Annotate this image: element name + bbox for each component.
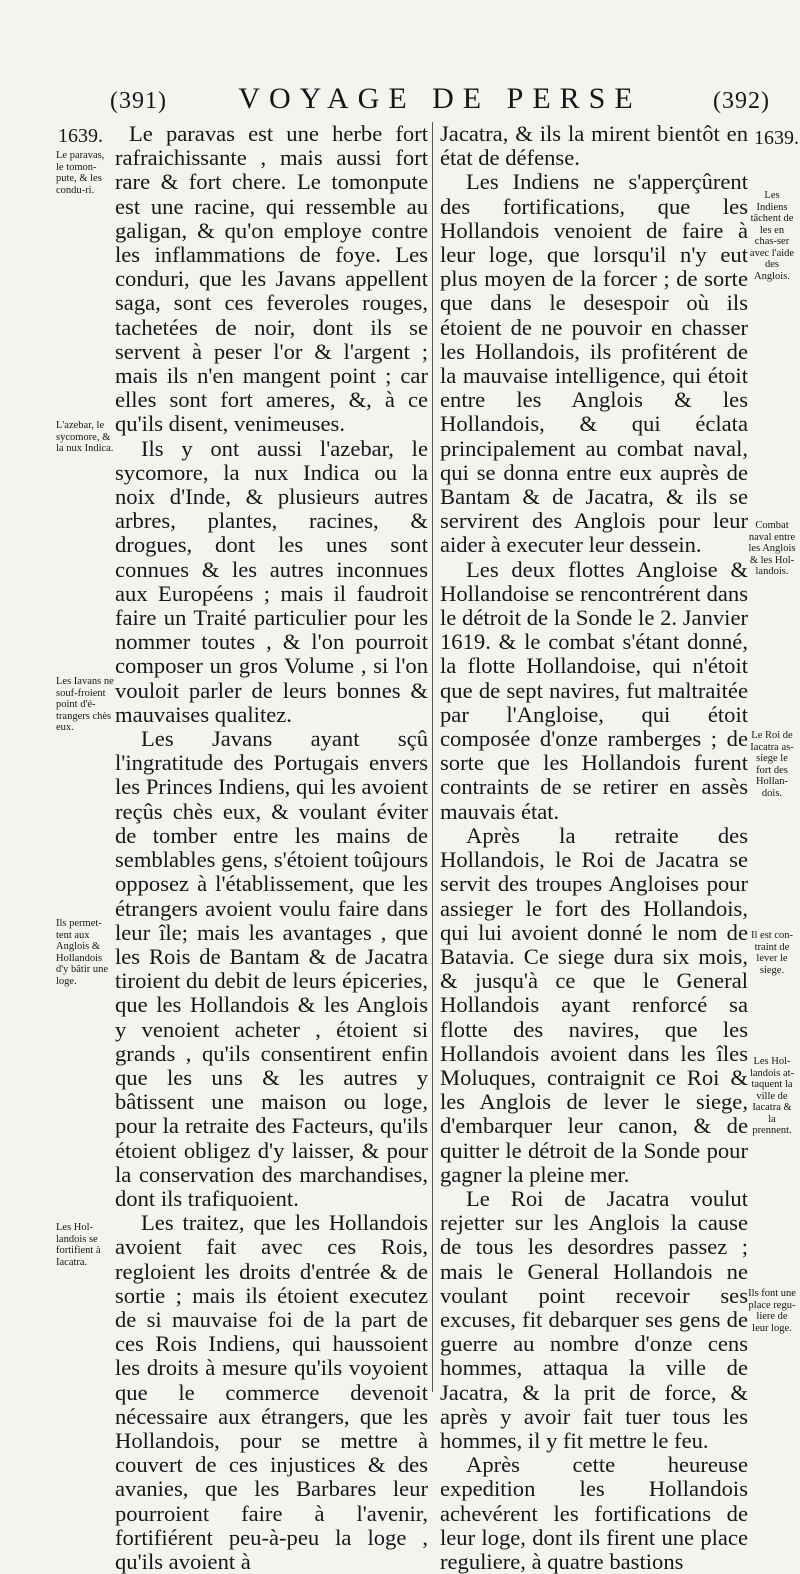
paragraph: Les Javans ayant sçû l'ingratitude des Portugais envers les Princes Indiens, qui les avoient reçûs chès eux, & voulant éviter de tomber entre les mains de semblables gens, s'étoient toûjours opposez à l'établissement, que les étrangers avoient voulu faire dans leur île; mais les avantages , que les Rois de Bantam & de Jacatra tiroient du debit de leurs épiceries, que les Hollandois & les Anglois y venoient acheter , étoient si grands , qu'ils consentirent enfin que les uns & les autres y bâtissent une maison ou loge, pour la retraite des Facteurs, qu'ils étoient obligez d'y laisser, & pour la conservation des marchandises, dont ils trafiquoient. bbox=[115, 726, 428, 1211]
paragraph: Le paravas est une herbe fort rafraichissante , mais aussi fort rare & fort chere. Le tomonpute est une racine, qui ressemble au galigan, & qu'on employe contre les inflammations de foye. Les conduri, que les Javans appellent saga, sont ces feveroles rouges, tachetées de noir, dont ils se servent à peser l'or & l'argent ; mais ils n'en mangent point ; car elles sont fort ameres, &, à ce qu'ils disent, venimeuses. bbox=[115, 121, 428, 437]
paragraph: Les deux flottes Angloise & Hollandoise se rencontrérent dans le détroit de la Sonde le 2. Janvier 1619. & le combat s'étant donné, la flotte Hollandoise, qui n'étoit que de sept navires, fut maltraitée par l'Angloise, qui étoit composée d'onze ramberges ; de sorte que les Hollandois furent contraints de se retirer en assès mauvais état. bbox=[440, 556, 748, 824]
paragraph: Les traitez, que les Hollandois avoient fait avec ces Rois, regloient les droits d'entrée & de sortie ; mais ils étoient executez de si mauvaise foi de la part de ces Rois Indiens, qui haussoient les droits à mesure qu'ils voyoient que le commerce devenoit nécessaire aux étrangers, que les Hollandois, pour se mettre à couvert de ces injustices & des avanies, que les Barbares leur pourroient faire à l'avenir, fortifiérent peu-à-peu la loge , qu'ils avoient à bbox=[115, 1210, 428, 1574]
margin-note: Les Iavans ne souf-froient point d'é-trangers chès eux. bbox=[56, 676, 114, 733]
paragraph: Jacatra, & ils la mirent bientôt en état de défense. bbox=[440, 121, 748, 171]
margin-note: Le paravas, le tomon-pute, & les condu-ri. bbox=[56, 150, 105, 196]
page-number-right: (392) bbox=[713, 88, 770, 114]
paragraph: Après cette heureuse expedition les Hollandois achevérent les fortifications de leur loge, dont ils firent une place reguliere, à quatre bastions bbox=[440, 1452, 748, 1574]
paragraph: Les Indiens ne s'apperçûrent des fortifications, que les Hollandois venoient de faire à leur loge, que lorsqu'il n'y eut plus moyen de la forcer ; de sorte que dans le desespoir où ils étoient de ne pouvoir en chasser les Hollandois, ils profitérent de la mauvaise intelligence, qui étoit entre les Anglois & les Hollandois, & qui éclata principalement au combat naval, qui se donna entre eux auprès de Bantam & de Jacatra, & ils se servirent des Anglois pour leur aider à executer leur dessein. bbox=[440, 169, 748, 558]
margin-note: Combat naval entre les Anglois & les Hol-landois. bbox=[748, 520, 796, 577]
margin-note: Les Hol-landois se fortifient à Iacatra. bbox=[56, 1222, 101, 1268]
year-margin-left: 1639. bbox=[58, 125, 103, 147]
margin-note: Les Hol-landois at-taquent la ville de Iacatra & la prennent. bbox=[749, 1056, 795, 1136]
margin-note: Ils permet-tent aux Anglois & Hollandois d'y bâtir une loge. bbox=[56, 918, 109, 987]
margin-note: L'azebar, le sycomore, & la nux Indica. bbox=[56, 420, 114, 454]
margin-note: Il est con-traint de lever le siege. bbox=[751, 930, 793, 976]
margin-note: Les Indiens tâchent de les en chas-ser avec l'aide des Anglois. bbox=[749, 190, 795, 282]
margin-note: Le Roi de Iacatra as-siege le fort des Hollan-dois. bbox=[750, 730, 794, 799]
paragraph: Après la retraite des Hollandois, le Roi de Jacatra se servit des troupes Angloises pour assieger le fort des Hollandois, qui lui avoient donné le nom de Batavia. Ce siege dura six mois, & jusqu'à ce que le General Hollandois ayant renforcé sa flotte des navires, que les Hollandois avoient dans les îles Moluques, contraignit ce Roi & les Anglois de lever le siege, d'embarquer leur canon, & de quitter le détroit de la Sonde pour gagner la pleine mer. bbox=[440, 822, 748, 1187]
page-number-left: (391) bbox=[110, 88, 167, 114]
margin-note: Ils font une place regu-liere de leur loge. bbox=[748, 1288, 796, 1334]
text-column-right bbox=[440, 122, 748, 1574]
page-header bbox=[110, 82, 770, 122]
paragraph: Le Roi de Jacatra voulut rejetter sur les Anglois la cause de tous les desordres passez ; mais le General Hollandois ne voulant point recevoir ses excuses, fit debarquer ses gens de guerre au nombre d'onze cens hommes, attaqua la ville de Jacatra, & la prit de force, & après y avoir fait tuer tous les hommes, il y fit mettre le feu. bbox=[440, 1185, 748, 1453]
column-divider bbox=[432, 122, 433, 1392]
paragraph: Ils y ont aussi l'azebar, le sycomore, la nux Indica ou la noix d'Inde, & plusieurs autres arbres, plantes, racines, & drogues, dont les unes sont connues & les autres inconnues aux Européens ; mais il faudroit faire un Traité particulier pour les nommer toutes , & l'on pourroit composer un gros Volume , si l'on vouloit parler de leurs bonnes & mauvaises qualitez. bbox=[115, 435, 428, 727]
text-column-left bbox=[115, 122, 428, 1574]
running-title: VOYAGE DE PERSE bbox=[238, 82, 642, 115]
year-margin-right: 1639. bbox=[754, 127, 799, 149]
